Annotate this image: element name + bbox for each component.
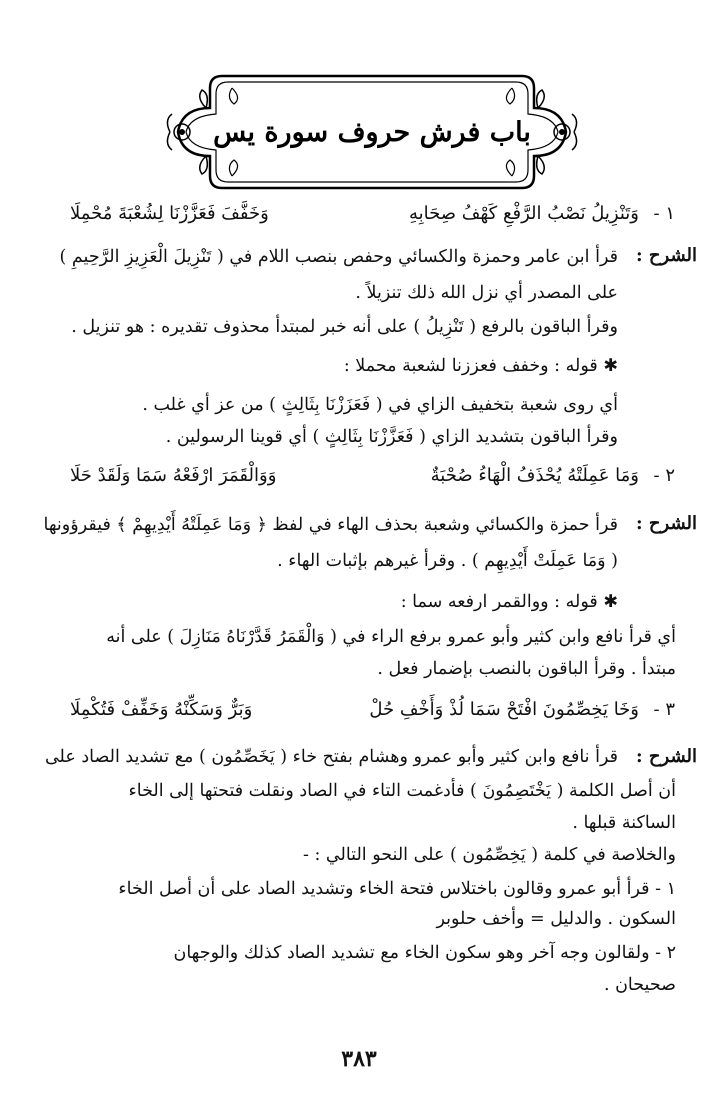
sharh-line: صحيحان .	[603, 975, 676, 995]
chapter-title: باب فرش حروف سورة يس	[213, 116, 531, 148]
sharh-line: ٢ - ولقالون وجه آخر وهو سكون الخاء مع تشديد الصاد كذلك والوجهان	[173, 943, 676, 963]
chapter-header-frame	[162, 68, 582, 196]
sharh-line: والخلاصة في كلمة ( يَخِصِّمُون ) على النحو التالي : -	[302, 845, 676, 865]
verse-second-half: وَخَفَّفَ فَعَزَّزْنَا لِشُعْبَةَ مُحْمِلَا	[70, 203, 269, 224]
sharh-line: قرأ حمزة والكسائي وشعبة بحذف الهاء في لفظ ﴿ وَمَا عَمِلَتْهُ أَيْدِيهِمْ ﴾ فيقرؤونها	[43, 515, 618, 535]
sharh-line: ١ - قرأ أبو عمرو وقالون باختلاس فتحة الخاء وتشديد الصاد على أن أصل الخاء	[118, 879, 676, 899]
verse-2	[70, 462, 675, 490]
verse-1	[70, 200, 675, 228]
sharh-line: وقرأ الباقون بالرفع ( تَنْزِيلُ ) على أنه خبر لمبتدأ محذوف تقديره : هو تنزيل .	[71, 317, 618, 337]
verse-second-half: وَوَالْقَمَرَ ارْفَعْهُ سَمَا وَلَقَدْ حَلَا	[70, 465, 277, 486]
verse-number: ١ -	[653, 203, 675, 224]
sharh-line: أن أصل الكلمة ( يَخْتَصِمُونَ ) فأدغمت التاء في الصاد ونقلت فتحتها إلى الخاء	[128, 781, 676, 801]
note-line: أي قرأ نافع وابن كثير وأبو عمرو برفع الراء في ( وَالْقَمَرُ قَدَّرْنَاهُ مَنَازِلَ ) على أنه	[106, 627, 676, 647]
sharh-label: الشرح :	[636, 513, 698, 534]
asterisk-icon: ✱	[597, 356, 618, 376]
sharh-line: قرأ نافع وابن كثير وأبو عمرو وهشام بفتح خاء ( يَخَصِّمُون ) مع تشديد الصاد على	[44, 747, 618, 767]
verse-first-half: وَخَا يَخِصِّمُونَ افْتَحْ سَمَا لُذْ وَأَخْفِ حُلْ	[369, 699, 639, 720]
sharh-line: قرأ ابن عامر وحمزة والكسائي وحفص بنصب اللام في ( تَنْزِيلَ الْعَزِيزِ الرَّحِيمِ )	[59, 247, 618, 267]
verse-first-half: وَمَا عَمِلَتْهُ يُحْذَفُ الْهَاءُ صُحْبَةٌ	[430, 465, 639, 486]
page-number: ٣٨٣	[341, 1046, 377, 1072]
sharh-line: الساكنة قبلها .	[572, 813, 676, 833]
sharh-line: على المصدر أي نزل الله ذلك تنزيلاً .	[355, 283, 618, 303]
sharh-line: ( وَمَا عَمِلَتْ أَيْدِيهِم ) . وقرأ غيرهم بإثبات الهاء .	[277, 551, 618, 571]
verse-first-half: وَتَنْزِيلُ نَصْبُ الرَّفْعِ كَهْفُ صِحَابِهِ	[408, 203, 639, 224]
note-line: مبتدأ . وقرأ الباقون بالنصب بإضمار فعل .	[377, 659, 676, 679]
note-line: أي روى شعبة بتخفيف الزاي في ( فَعَزَزْنَا بِثَالِثٍ ) من عز أي غلب .	[142, 395, 618, 415]
sharh-label: الشرح :	[636, 245, 698, 266]
sharh-label: الشرح :	[636, 746, 698, 767]
note-line: وقرأ الباقون بتشديد الزاي ( فَعَزَّزْنَا بِثَالِثٍ ) أي قوينا الرسولين .	[165, 427, 618, 447]
asterisk-icon: ✱	[597, 592, 618, 612]
verse-second-half: وَبَرٌّ وَسَكِّنْهُ وَخَفِّفْ فَتُكْمِلَا	[70, 699, 253, 720]
sharh-line: السكون . والدليل = وأخف حلوبر	[436, 909, 676, 929]
note-title: ✱ قوله : ووالقمر ارفعه سما :	[400, 592, 618, 612]
verse-3	[70, 696, 675, 724]
verse-number: ٣ -	[653, 699, 675, 720]
note-title: ✱ قوله : وخفف فعززنا لشعبة محملا :	[343, 356, 618, 376]
verse-number: ٢ -	[653, 465, 675, 486]
